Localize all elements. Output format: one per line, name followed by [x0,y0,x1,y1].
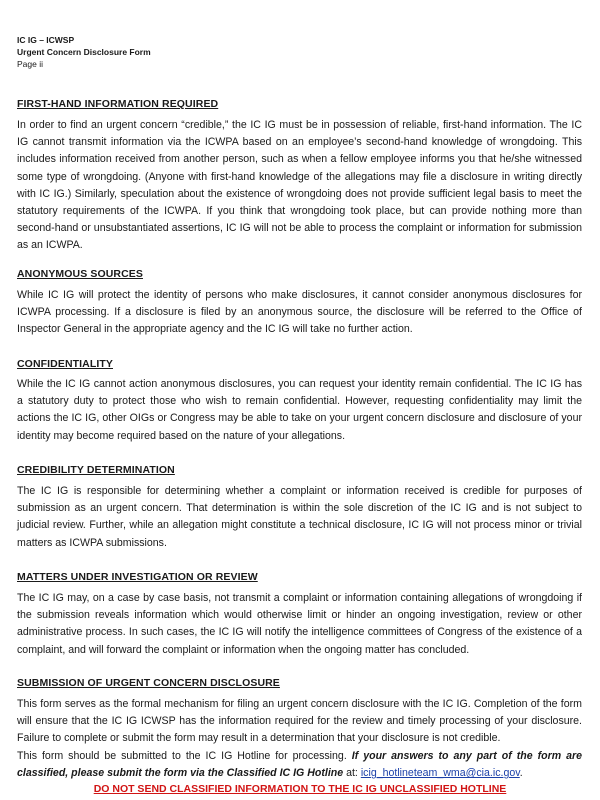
section-title-anonymous: ANONYMOUS SOURCES [17,268,143,280]
submission-note-after: at: [343,767,361,780]
submission-note-end: . [519,767,523,780]
hotline-email-link[interactable]: icig_hotlineteam_wma@cia.ic.gov [360,767,520,780]
section-body-confidentiality: While the IC IG cannot action anonymous disclosures, you can request your identity remain confidential. The IC IG has a statutory duty to protect those who wish to remain confidential. However, requesting confidentiality may limit the actions the IC IG, other OIGs or Congress may be able to take on your urgent concern disclosure and disclosure of your identity may become required based on the nature of your allegations. [17,378,582,442]
submission-note [17,748,582,782]
classified-warning: DO NOT SEND CLASSIFIED INFORMATION TO THE IC IG UNCLASSIFIED HOTLINE [93,783,507,795]
section-body-submission: This form serves as the formal mechanism for filing an urgent concern disclosure with the IC IG. Completion of the form will ensure that the IC IG ICWSP has the information required for the review and timely processing of your disclosure. Failure to complete or submit the form may result in a determination that your disclosure is not credible. [17,698,582,745]
section-body-investigation: The IC IG may, on a case by case basis, not transmit a complaint or information containing allegations of wrongdoing if the submission reveals information which would otherwise limit or hinder an ongoing investigation, review or other administrative process. In such cases, the IC IG will notify the intelligence committees of Congress of the existence of a complaint, and will forward the complaint or information when the ongoing matter has concluded. [17,592,582,656]
section-title-submission: SUBMISSION OF URGENT CONCERN DISCLOSURE [17,677,280,689]
page-header [17,34,151,70]
submission-note-emphasis: If your answers to any part of the form are classified, please submit the form via the Classified IC IG Hotline [17,750,582,780]
header-program: IC IG – ICWSP [17,35,75,45]
section-title-credibility: CREDIBILITY DETERMINATION [17,464,175,476]
section-title-first-hand: FIRST-HAND INFORMATION REQUIRED [17,98,219,110]
section-title-confidentiality: CONFIDENTIALITY [17,358,113,370]
header-form-title: Urgent Concern Disclosure Form [17,47,151,57]
section-body-anonymous: While IC IG will protect the identity of persons who make disclosures, it cannot consider anonymous disclosures for ICWPA processing. If a disclosure is filed by an anonymous source, the disclosure will be referred to the Office of Inspector General in the appropriate agency and the IC IG will take no further action. [17,289,582,336]
section-body-first-hand: In order to find an urgent concern “credible,” the IC IG must be in possession of reliable, first-hand information. The IC IG cannot transmit information via the ICWPA based on an employee’s second-hand knowledge of wrongdoing. This includes information received from another person, such as when a fellow employee informs you that he/she witnessed some type of wrongdoing. (Anyone with first-hand knowledge of the allegations may file a disclosure in writing directly with IC IG.) Similarly, speculation about the existence of wrongdoing does not provide sufficient legal basis to meet the statutory requirements of the ICWPA. If you think that wrongdoing took place, but can provide nothing more than second-hand or unsubstantiated assertions, IC IG will not be able to process the complaint or information for submission as an ICWPA. [17,119,582,252]
header-page-number: Page ii [17,59,43,69]
section-body-credibility: The IC IG is responsible for determining whether a complaint or information received is credible for purposes of submission as an urgent concern. That determination is within the sole discretion of the IC IG and is not subject to judicial review. Further, while an allegation might constitute a technical disclosure, IC IG will not process minor or trivial matters as ICWPA submissions. [17,485,582,549]
section-title-investigation: MATTERS UNDER INVESTIGATION OR REVIEW [17,571,258,583]
submission-note-plain: This form should be submitted to the IC IG Hotline for processing. [17,750,352,762]
